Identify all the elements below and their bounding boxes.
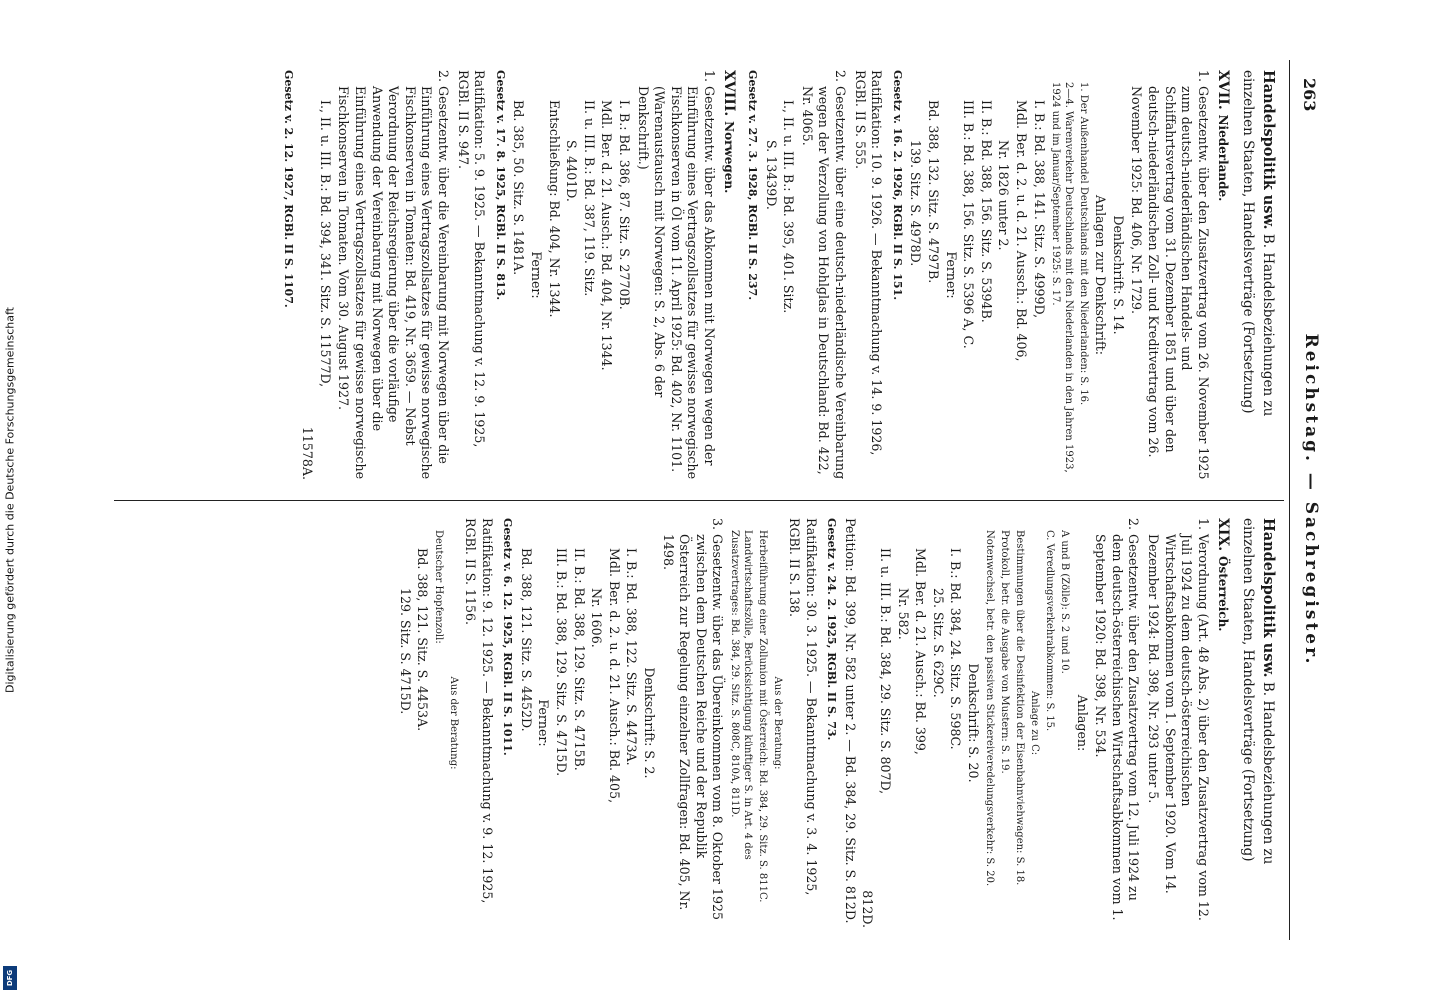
denkschrift-at: Denkschrift: S. 20.	[966, 663, 982, 783]
ref-line: Ferner:	[536, 699, 552, 747]
beratung-note: Landwirtschaftszölle, Berücksichtigung künftiger S. in Art. 4 des Zusatzvertrages: Bd. 384, 29. Sitz. S. 808C, 810A, 811D.	[729, 530, 754, 860]
anlage-note: C. Veredlungsverkehrabkommen: S. 15.	[1044, 530, 1056, 732]
note-nl-2: 2—4. Warenverkehr Deutschlands mit den Niederlanden in den Jahren 1923, 1924 und im Januar/September 1925: S. 17.	[1049, 82, 1074, 473]
ref-line: I. B.: Bd. 388, 122. Sitz. S. 4473A.	[624, 548, 640, 766]
law-reference: Gesetz v. 6. 12. 1925, RGBl. II S. 1011.	[501, 518, 515, 756]
ref-line: I., II. u. III. B.: Bd. 394, 341. Sitz. S. 11577D,	[317, 100, 333, 388]
ref-line: Mdl. Ber. d. 21. Ausch.: Bd. 404, Nr. 1344.	[599, 100, 615, 371]
running-title: Reichstag. — Sachregister.	[1301, 333, 1321, 667]
funding-note: Digitalisierung gefördert durch die Deutsche Forschungsgemeinschaft	[3, 307, 17, 693]
ref-line: 25. Sitz. S. 629C.	[930, 588, 946, 698]
ref-line: 11578A.	[300, 426, 316, 480]
ref-line: III. B.: Bd. 388, 129. Sitz. S. 4715D.	[553, 548, 569, 777]
aus-der-beratung: Aus der Beratung:	[772, 676, 784, 770]
petition: Petition: Bd. 399, Nr. 582 unter 2. — Bd. 384, 29. Sitz. S. 812D.	[842, 518, 858, 924]
entry-no-1: 1. Gesetzentw. über das Abkommen mit Norwegen wegen der Einführung eines Vertragszollsatzes für gewisse norwegische Fischkonserven in Öl vom 11. April 1925: Bd. 402, Nr. 1101. (Warenaustausch mit Norwegen: S. 2, Abs. 6 der Denkschrift.)	[635, 70, 717, 480]
ref-line: Bd. 388, 132. Sitz. S. 4797B.	[925, 100, 941, 284]
section-heading-rest: B. Handelsbeziehungen zu einzelnen Staaten, Handelsverträge (Fortsetzung)	[1240, 518, 1276, 865]
ratification: Ratifikation: 5. 9. 1925. — Bekanntmachung v. 12. 9. 1925, RGBl. II S. 947.	[455, 70, 488, 448]
ref-line: Mdl. Ber. d. 21. Ausch.: Bd. 399,	[913, 548, 929, 755]
ref-line: 129. Sitz. S. 4715D.	[397, 588, 413, 715]
left-column	[128, 70, 1278, 480]
ref-line: II. B.: Bd. 388, 129. Sitz. S. 4715B.	[571, 548, 587, 771]
ref-line: I. B.: Bd. 384, 24. Sitz. S. 598C.	[948, 548, 964, 750]
entry-at-1: 1. Verordnung (Art. 48 Abs. 2) über den Zusatzvertrag vom 12. Juli 1924 zu dem deutsch-österreichischen Wirtschaftsabkommen vom 1. September 1920. Vom 14. Dezember 1924: Bd. 398, Nr. 293 unter 5.	[1146, 518, 1211, 921]
law-reference: Gesetz v. 16. 2. 1926, RGBl. II S. 151.	[890, 70, 904, 301]
aus-der-beratung: Aus der Beratung:	[448, 676, 460, 770]
ref-line: II. u. III. B.: Bd. 387, 119. Sitz.	[581, 100, 597, 297]
ref-line: II. u. III. B.: Bd. 384, 29. Sitz. S. 807D,	[877, 548, 893, 795]
anlage-c-note: Bestimmungen über die Desinfektion der Eisenbahnviehwagen: S. 18.	[1014, 530, 1026, 886]
anlagen-at: Anlagen:	[1074, 694, 1090, 752]
ref-line: III. B.: Bd. 388, 156. Sitz. S. 5396 A, C.	[961, 100, 977, 349]
section-heading	[1238, 518, 1278, 928]
header-rule	[1289, 60, 1290, 940]
entry-no-2: 2. Gesetzentw. über die Vereinbarung mit Norwegen über die Einführung eines Vertragszollsatzes für gewisse norwegische Fischkonserven in Tomaten: Bd. 419, Nr. 3659. — Nebst Verordnung der Reichsregierung über die vorläufige Anwendung der Vereinbarung mit Norwegen über die Einführung eines Vertragszollsatzes für gewisse norwegische Fischkonserven in Tomaten. Vom 30. August 1927.	[336, 70, 451, 480]
column-separator	[114, 500, 1284, 501]
funding-sidebar	[0, 0, 22, 1000]
entry-at-3: 3. Gesetzentw. über das Übereinkommen vom 8. Oktober 1925 zwischen dem Deutschen Reiche und der Republik Österreich zur Regelung einzelner Zollfragen: Bd. 405, Nr. 1498.	[660, 518, 726, 920]
dfg-logo-text: DFG	[6, 969, 14, 987]
section-heading-rest: B. Handelsbeziehungen zu einzelnen Staaten, Handelsverträge (Fortsetzung)	[1240, 70, 1276, 417]
ref-line: Mdl. Ber. d. 2. u. d. 21. Aussch.: Bd. 406,	[1014, 100, 1030, 362]
ref-line: I. B.: Bd. 388, 141. Sitz. S. 4999D,	[1031, 100, 1047, 319]
label-niederlande: Niederlande.	[1216, 114, 1231, 202]
law-reference: Gesetz v. 24. 2. 1925, RGBl. II S. 73.	[825, 518, 839, 741]
label-norwegen: Norwegen.	[722, 121, 737, 194]
page-header	[1292, 60, 1322, 940]
note-nl-1: 1. Der Außenhandel Deutschlands mit den Niederlanden: S. 16.	[1077, 82, 1089, 406]
numeral-xviii: XVIII.	[721, 70, 738, 117]
ref-line: 812D.	[860, 890, 876, 928]
section-heading-bold: Handelspolitik usw.	[1260, 518, 1277, 678]
anlage-c-note: Protokoll, betr. die Ausgabe von Mustern: S. 19.	[999, 530, 1011, 774]
ref-line: S. 13439D.	[763, 140, 779, 210]
numeral-xvii: XVII.	[1215, 70, 1232, 110]
entry-at-2: 2. Gesetzentw. über den Zusatzvertrag vom 12. Juli 1924 zu dem deutsch-österreichischen Wirtschaftsabkommen vom 1. September 1920: Bd. 398, Nr. 534.	[1093, 518, 1142, 921]
heading-xvii	[1214, 70, 1232, 480]
entry-nl-1: 1. Gesetzentw. über den Zusatzvertrag vom 26. November 1925 zum deutsch-niederländischen Handels- und Schiffahrtsvertrag vom 31. Dezember 1851 und über den deutsch-niederländischen Zoll- und Kreditvertrag vom 26. November 1925: Bd. 406, Nr. 1729.	[1129, 70, 1211, 480]
anlagen-nl: Anlagen zur Denkschrift:	[1093, 194, 1109, 356]
ref-line: Nr. 1606.	[589, 588, 605, 648]
ref-line: Ferner:	[943, 251, 959, 299]
beratung-note: Deutscher Hopfenzoll:	[433, 530, 445, 644]
ratification: Ratifikation: 30. 3. 1925. — Bekanntmachung v. 3. 4. 1925, RGBl. II S. 138.	[787, 518, 819, 896]
denkschrift-nl: Denkschrift: S. 14.	[1110, 215, 1126, 335]
law-reference: Gesetz v. 2. 12. 1927, RGBl. II S. 1107.	[282, 70, 296, 308]
ref-line: II. B.: Bd. 388, 156. Sitz. S. 5394B.	[978, 100, 994, 323]
ref-line: S. 4401D.	[564, 140, 580, 202]
anlage-c-note: Notenwechsel, betr. den passiven Stickereiveredelungsverkehr: S. 20.	[984, 530, 996, 887]
ratification: Ratifikation: 10. 9. 1926. — Bekanntmachung v. 14. 9. 1926, RGBl. II S. 555.	[852, 70, 885, 456]
ref-line: I., II. u. III. B.: Bd. 395, 401. Sitz.	[781, 100, 797, 314]
ref-line: Nr. 1826 unter 2.	[996, 140, 1012, 251]
ratification: Ratifikation: 9. 12. 1925. — Bekanntmachung v. 9. 12. 1925, RGBl. II S. 1156.	[462, 518, 495, 904]
ref-line: Bd. 385, 50. Sitz. S. 1481A.	[511, 100, 527, 276]
dfg-logo-icon	[3, 966, 17, 990]
ref-line: Bd. 388, 121. Sitz. S. 4453A.	[415, 548, 431, 732]
law-reference: Gesetz v. 17. 8. 1925, RGBl. II S. 813.	[493, 70, 507, 301]
beratung-note: Herbeiführung einer Zollunion mit Österreich: Bd. 384, 29. Sitz. S. 811C.	[757, 530, 769, 903]
anlage-note: A und B (Zölle): S. 2 und 10.	[1059, 530, 1071, 674]
ref-line: Ferner:	[528, 251, 544, 299]
ref-line: Mdl. Ber. d. 2. u. d. 21. Ausch.: Bd. 405,	[606, 548, 622, 804]
ref-line: Bd. 388, 121. Sitz. S. 4452D.	[518, 548, 534, 732]
ref-line: Nr. 582.	[895, 588, 911, 640]
ref-line: Denkschrift: S. 2.	[641, 667, 657, 779]
anlage-c-title: Anlage zu C:	[1029, 690, 1041, 756]
section-heading-bold: Handelspolitik usw.	[1260, 70, 1277, 230]
ref-line: I. B.: Bd. 386, 87. Sitz. S. 2770B.	[616, 100, 632, 310]
heading-xix	[1214, 518, 1232, 928]
ref-line: 139. Sitz. S. 4978D.	[908, 140, 924, 267]
label-oesterreich: Österreich.	[1216, 556, 1231, 632]
section-heading	[1238, 70, 1278, 480]
rotated-page	[102, 60, 1332, 940]
heading-xviii	[720, 70, 738, 480]
page-number: 263	[1300, 78, 1319, 112]
entry-nl-2: 2. Gesetzentw. über eine deutsch-niederländische Vereinbarung wegen der Verzollung von Hohlglas in Deutschland: Bd. 422, Nr. 4065.	[799, 70, 849, 480]
numeral-xix: XIX.	[1215, 518, 1232, 552]
ref-line: Entschließung: Bd. 404, Nr. 1344.	[546, 100, 562, 318]
right-column	[128, 518, 1278, 928]
law-reference: Gesetz v. 27. 3. 1928, RGBl. II S. 237.	[745, 70, 759, 301]
